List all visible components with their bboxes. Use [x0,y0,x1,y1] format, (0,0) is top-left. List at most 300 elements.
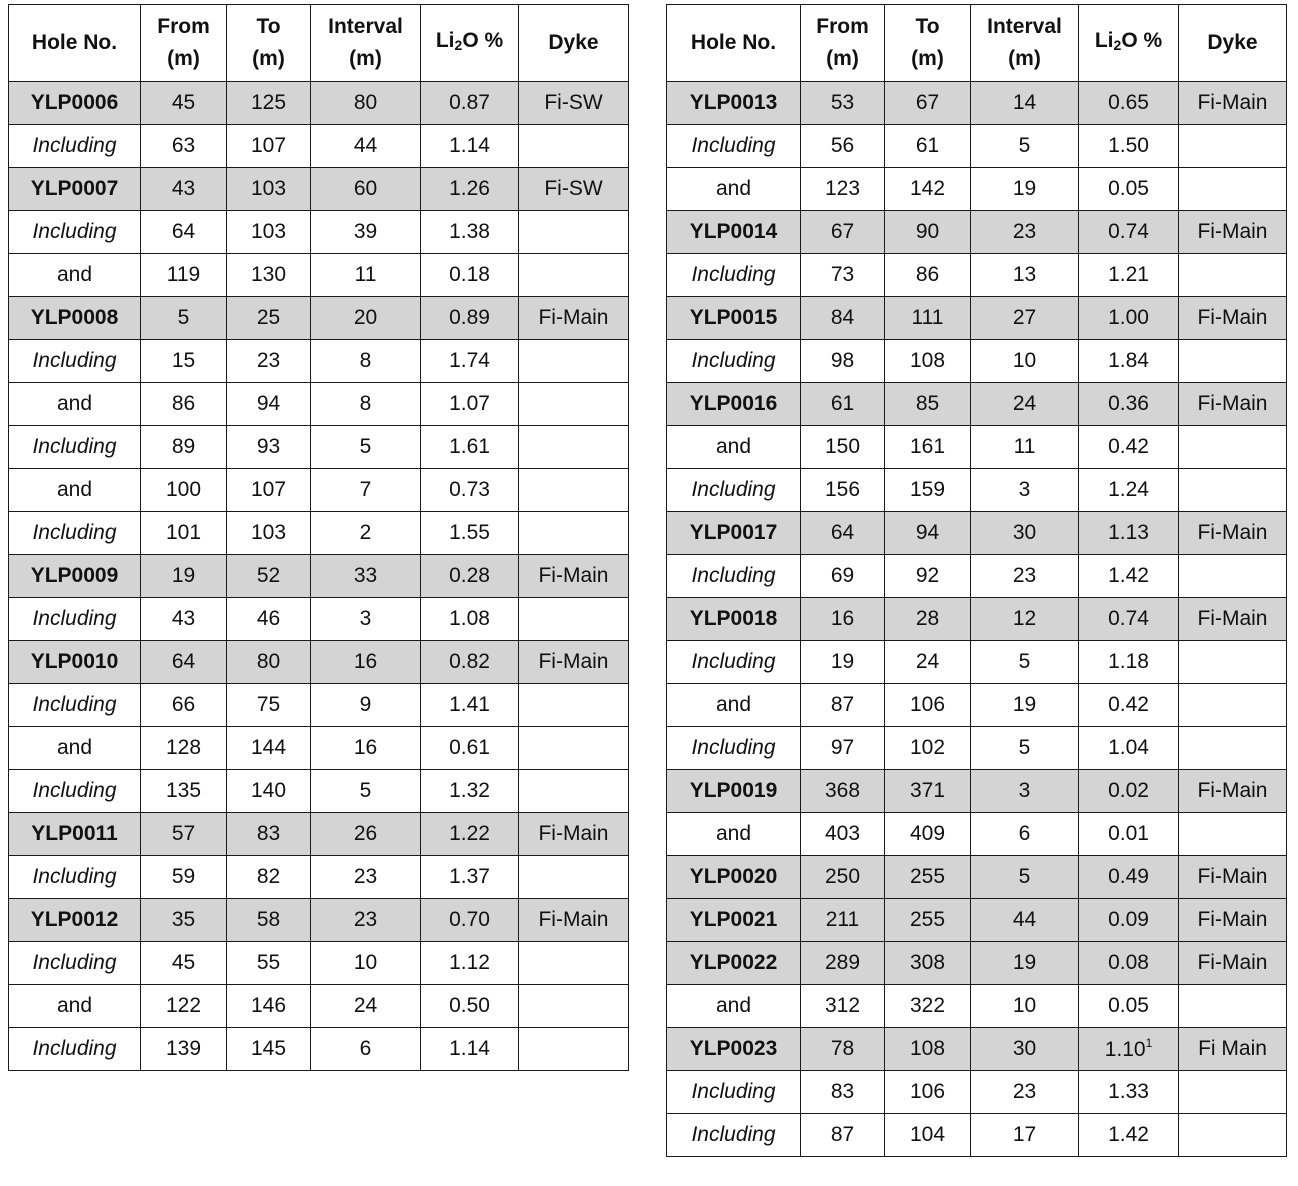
table-row [667,340,1287,383]
cell-interval: 16 [311,641,421,684]
cell-li2o: 0.02 [1079,770,1179,813]
cell-from: 16 [801,598,885,641]
cell-to: 308 [885,942,971,985]
cell-interval: 12 [971,598,1079,641]
table-row [9,813,629,856]
table-row [9,383,629,426]
cell-li2o: 1.61 [421,426,519,469]
cell-hole-no: YLP0009 [9,555,141,598]
table-row [667,1114,1287,1157]
cell-hole-no: YLP0008 [9,297,141,340]
table-row [9,469,629,512]
cell-to: 24 [885,641,971,684]
cell-from: 368 [801,770,885,813]
cell-dyke [519,254,629,297]
cell-interval: 2 [311,512,421,555]
cell-interval: 44 [311,125,421,168]
cell-from: 69 [801,555,885,598]
cell-to: 106 [885,684,971,727]
cell-dyke [1179,426,1287,469]
table-row [667,1028,1287,1071]
header-hole-no: Hole No. [667,5,801,82]
cell-dyke [1179,1071,1287,1114]
cell-hole-no: Including [667,641,801,684]
cell-hole-no: YLP0022 [667,942,801,985]
table-row [667,770,1287,813]
cell-li2o: 1.24 [1079,469,1179,512]
cell-from: 59 [141,856,227,899]
table-row [9,125,629,168]
table-row [9,168,629,211]
cell-to: 46 [227,598,311,641]
cell-li2o: 0.50 [421,985,519,1028]
cell-li2o: 0.08 [1079,942,1179,985]
table-row [667,82,1287,125]
table-row [667,856,1287,899]
cell-interval: 10 [971,985,1079,1028]
table-row [667,727,1287,770]
cell-li2o: 0.70 [421,899,519,942]
table-row [9,1028,629,1071]
cell-from: 250 [801,856,885,899]
cell-interval: 23 [971,555,1079,598]
table-row [9,555,629,598]
cell-hole-no: and [9,469,141,512]
cell-interval: 20 [311,297,421,340]
cell-hole-no: Including [667,125,801,168]
cell-to: 80 [227,641,311,684]
table-row [9,426,629,469]
header-to: To (m) [227,5,311,82]
cell-li2o: 1.21 [1079,254,1179,297]
table-row [667,813,1287,856]
cell-from: 66 [141,684,227,727]
table-row [667,254,1287,297]
cell-li2o: 1.04 [1079,727,1179,770]
cell-li2o: 0.42 [1079,684,1179,727]
cell-li2o: 0.05 [1079,168,1179,211]
cell-from: 19 [801,641,885,684]
cell-dyke [519,684,629,727]
cell-li2o: 0.89 [421,297,519,340]
cell-to: 94 [227,383,311,426]
cell-interval: 60 [311,168,421,211]
table-row [9,512,629,555]
cell-hole-no: YLP0006 [9,82,141,125]
cell-to: 144 [227,727,311,770]
table-row [9,856,629,899]
cell-hole-no: YLP0015 [667,297,801,340]
cell-to: 125 [227,82,311,125]
cell-interval: 33 [311,555,421,598]
cell-interval: 5 [971,856,1079,899]
cell-dyke: Fi-Main [519,641,629,684]
cell-to: 90 [885,211,971,254]
cell-hole-no: Including [9,770,141,813]
cell-interval: 30 [971,1028,1079,1071]
header-from: From (m) [801,5,885,82]
cell-interval: 5 [971,641,1079,684]
cell-li2o: 1.42 [1079,555,1179,598]
cell-to: 75 [227,684,311,727]
cell-hole-no: Including [9,598,141,641]
cell-interval: 19 [971,168,1079,211]
header-li2o: $Li_2O$ % [421,5,519,82]
cell-interval: 23 [311,856,421,899]
cell-from: 63 [141,125,227,168]
header-row [9,5,629,82]
cell-hole-no: Including [9,125,141,168]
cell-from: 35 [141,899,227,942]
cell-li2o: 0.61 [421,727,519,770]
cell-from: 87 [801,1114,885,1157]
cell-hole-no: and [667,168,801,211]
cell-li2o: 1.55 [421,512,519,555]
cell-from: 122 [141,985,227,1028]
cell-li2o: 0.28 [421,555,519,598]
cell-hole-no: Including [9,512,141,555]
table-row [667,899,1287,942]
cell-dyke [519,383,629,426]
table-row [667,125,1287,168]
cell-from: 83 [801,1071,885,1114]
cell-to: 61 [885,125,971,168]
cell-dyke [1179,340,1287,383]
table-row [9,297,629,340]
table-row [9,727,629,770]
cell-dyke [519,985,629,1028]
cell-interval: 7 [311,469,421,512]
cell-dyke: Fi-Main [1179,899,1287,942]
cell-li2o: 0.49 [1079,856,1179,899]
cell-li2o: 0.74 [1079,598,1179,641]
cell-hole-no: Including [9,942,141,985]
cell-hole-no: and [667,985,801,1028]
table-row [9,641,629,684]
cell-interval: 26 [311,813,421,856]
cell-to: 107 [227,125,311,168]
cell-interval: 39 [311,211,421,254]
header-row [667,5,1287,82]
table-row [667,512,1287,555]
cell-dyke: Fi Main [1179,1028,1287,1071]
cell-dyke [519,125,629,168]
cell-hole-no: Including [667,555,801,598]
cell-interval: 3 [971,469,1079,512]
cell-to: 371 [885,770,971,813]
cell-to: 102 [885,727,971,770]
cell-li2o: 1.37 [421,856,519,899]
cell-from: 19 [141,555,227,598]
cell-interval: 14 [971,82,1079,125]
cell-li2o: 1.14 [421,1028,519,1071]
cell-hole-no: Including [9,340,141,383]
header-to: To (m) [885,5,971,82]
cell-dyke [519,856,629,899]
cell-interval: 5 [311,426,421,469]
cell-interval: 16 [311,727,421,770]
cell-hole-no: Including [9,684,141,727]
cell-from: 57 [141,813,227,856]
cell-to: 145 [227,1028,311,1071]
cell-hole-no: YLP0011 [9,813,141,856]
cell-dyke: Fi-Main [1179,82,1287,125]
cell-dyke [519,727,629,770]
cell-from: 45 [141,82,227,125]
cell-li2o: 1.50 [1079,125,1179,168]
cell-dyke [1179,727,1287,770]
cell-dyke [519,340,629,383]
cell-li2o: 1.74 [421,340,519,383]
cell-hole-no: and [9,985,141,1028]
cell-from: 139 [141,1028,227,1071]
cell-to: 140 [227,770,311,813]
header-li2o: $Li_2O$ % [1079,5,1179,82]
header-dyke: Dyke [1179,5,1287,82]
cell-dyke: Fi-Main [1179,297,1287,340]
cell-from: 64 [141,211,227,254]
table-row [667,684,1287,727]
cell-to: 23 [227,340,311,383]
cell-from: 64 [801,512,885,555]
cell-interval: 44 [971,899,1079,942]
table-row [667,383,1287,426]
cell-from: 67 [801,211,885,254]
table-row [667,598,1287,641]
cell-li2o: 0.18 [421,254,519,297]
cell-interval: 11 [971,426,1079,469]
cell-li2o: 0.09 [1079,899,1179,942]
cell-interval: 23 [971,1071,1079,1114]
cell-li2o: 0.74 [1079,211,1179,254]
cell-interval: 3 [311,598,421,641]
cell-to: 25 [227,297,311,340]
assay-table-right [666,4,1287,1157]
cell-to: 106 [885,1071,971,1114]
cell-li2o: 0.05 [1079,985,1179,1028]
cell-hole-no: YLP0017 [667,512,801,555]
cell-to: 103 [227,168,311,211]
cell-dyke [1179,469,1287,512]
cell-li2o: 1.32 [421,770,519,813]
cell-li2o: 1.18 [1079,641,1179,684]
cell-to: 409 [885,813,971,856]
cell-from: 100 [141,469,227,512]
cell-dyke: Fi-Main [1179,211,1287,254]
cell-hole-no: Including [667,340,801,383]
cell-from: 78 [801,1028,885,1071]
cell-to: 94 [885,512,971,555]
cell-dyke: Fi-SW [519,82,629,125]
cell-to: 161 [885,426,971,469]
cell-dyke [519,211,629,254]
cell-hole-no: YLP0023 [667,1028,801,1071]
cell-hole-no: Including [667,469,801,512]
cell-to: 85 [885,383,971,426]
cell-hole-no: and [9,727,141,770]
cell-dyke [519,512,629,555]
table-row [9,254,629,297]
cell-from: 15 [141,340,227,383]
cell-li2o: 1.07 [421,383,519,426]
header-hole-no: Hole No. [9,5,141,82]
cell-dyke [519,598,629,641]
cell-from: 56 [801,125,885,168]
cell-hole-no: Including [667,727,801,770]
header-from: From (m) [141,5,227,82]
cell-dyke [1179,684,1287,727]
table-row [667,469,1287,512]
cell-interval: 10 [971,340,1079,383]
cell-dyke: Fi-Main [519,899,629,942]
cell-interval: 8 [311,340,421,383]
cell-from: 87 [801,684,885,727]
cell-dyke: Fi-Main [519,297,629,340]
table-row [667,942,1287,985]
cell-to: 108 [885,340,971,383]
cell-to: 159 [885,469,971,512]
cell-from: 119 [141,254,227,297]
cell-li2o: 1.41 [421,684,519,727]
cell-from: 86 [141,383,227,426]
cell-li2o: 1.08 [421,598,519,641]
cell-from: 89 [141,426,227,469]
cell-to: 83 [227,813,311,856]
assay-table-left [8,4,629,1071]
cell-dyke: Fi-Main [1179,383,1287,426]
cell-interval: 27 [971,297,1079,340]
cell-to: 103 [227,211,311,254]
cell-from: 53 [801,82,885,125]
cell-dyke: Fi-SW [519,168,629,211]
cell-dyke: Fi-Main [1179,770,1287,813]
table-row [9,340,629,383]
table-row [9,985,629,1028]
cell-to: 103 [227,512,311,555]
cell-dyke [1179,168,1287,211]
cell-li2o: 1.22 [421,813,519,856]
table-row [9,899,629,942]
table-row [9,684,629,727]
cell-li2o: 0.73 [421,469,519,512]
cell-from: 5 [141,297,227,340]
cell-dyke [519,469,629,512]
header-interval: Interval (m) [311,5,421,82]
cell-hole-no: YLP0018 [667,598,801,641]
cell-dyke [1179,254,1287,297]
cell-to: 58 [227,899,311,942]
cell-to: 142 [885,168,971,211]
table-row [9,82,629,125]
cell-from: 150 [801,426,885,469]
cell-dyke: Fi-Main [519,813,629,856]
cell-interval: 5 [311,770,421,813]
cell-hole-no: YLP0013 [667,82,801,125]
cell-from: 211 [801,899,885,942]
cell-interval: 6 [311,1028,421,1071]
cell-from: 64 [141,641,227,684]
cell-to: 255 [885,856,971,899]
cell-hole-no: Including [667,1071,801,1114]
cell-to: 52 [227,555,311,598]
cell-to: 28 [885,598,971,641]
header-dyke: Dyke [519,5,629,82]
cell-li2o: 1.10$^1$ [1079,1028,1179,1071]
cell-li2o: 1.42 [1079,1114,1179,1157]
cell-hole-no: YLP0019 [667,770,801,813]
cell-hole-no: Including [9,1028,141,1071]
cell-from: 135 [141,770,227,813]
cell-li2o: 1.84 [1079,340,1179,383]
cell-li2o: 0.42 [1079,426,1179,469]
table-row [667,168,1287,211]
cell-li2o: 1.14 [421,125,519,168]
cell-dyke: Fi-Main [1179,856,1287,899]
table-row [667,211,1287,254]
header-interval: Interval (m) [971,5,1079,82]
cell-interval: 17 [971,1114,1079,1157]
cell-hole-no: YLP0016 [667,383,801,426]
cell-hole-no: and [9,383,141,426]
cell-to: 55 [227,942,311,985]
cell-dyke [519,942,629,985]
table-row [9,770,629,813]
cell-to: 108 [885,1028,971,1071]
cell-interval: 10 [311,942,421,985]
cell-from: 98 [801,340,885,383]
cell-interval: 19 [971,684,1079,727]
cell-dyke [519,1028,629,1071]
table-row [667,641,1287,684]
cell-hole-no: Including [9,856,141,899]
cell-to: 93 [227,426,311,469]
cell-hole-no: and [667,684,801,727]
cell-to: 111 [885,297,971,340]
cell-dyke: Fi-Main [1179,512,1287,555]
cell-dyke [1179,641,1287,684]
cell-interval: 3 [971,770,1079,813]
cell-li2o: 1.33 [1079,1071,1179,1114]
cell-dyke: Fi-Main [1179,598,1287,641]
cell-interval: 13 [971,254,1079,297]
cell-from: 43 [141,598,227,641]
cell-from: 73 [801,254,885,297]
cell-to: 67 [885,82,971,125]
footnote-marker: 1 [1145,1036,1153,1050]
cell-interval: 24 [311,985,421,1028]
cell-from: 312 [801,985,885,1028]
cell-from: 128 [141,727,227,770]
cell-hole-no: YLP0021 [667,899,801,942]
table-row [9,942,629,985]
table-row [667,297,1287,340]
cell-interval: 19 [971,942,1079,985]
table-row [9,211,629,254]
cell-hole-no: and [9,254,141,297]
cell-interval: 24 [971,383,1079,426]
table-row [667,1071,1287,1114]
cell-dyke [1179,125,1287,168]
cell-dyke [519,426,629,469]
cell-interval: 9 [311,684,421,727]
cell-dyke [1179,813,1287,856]
cell-from: 97 [801,727,885,770]
cell-dyke [519,770,629,813]
cell-interval: 23 [311,899,421,942]
cell-hole-no: YLP0012 [9,899,141,942]
cell-interval: 23 [971,211,1079,254]
cell-interval: 6 [971,813,1079,856]
